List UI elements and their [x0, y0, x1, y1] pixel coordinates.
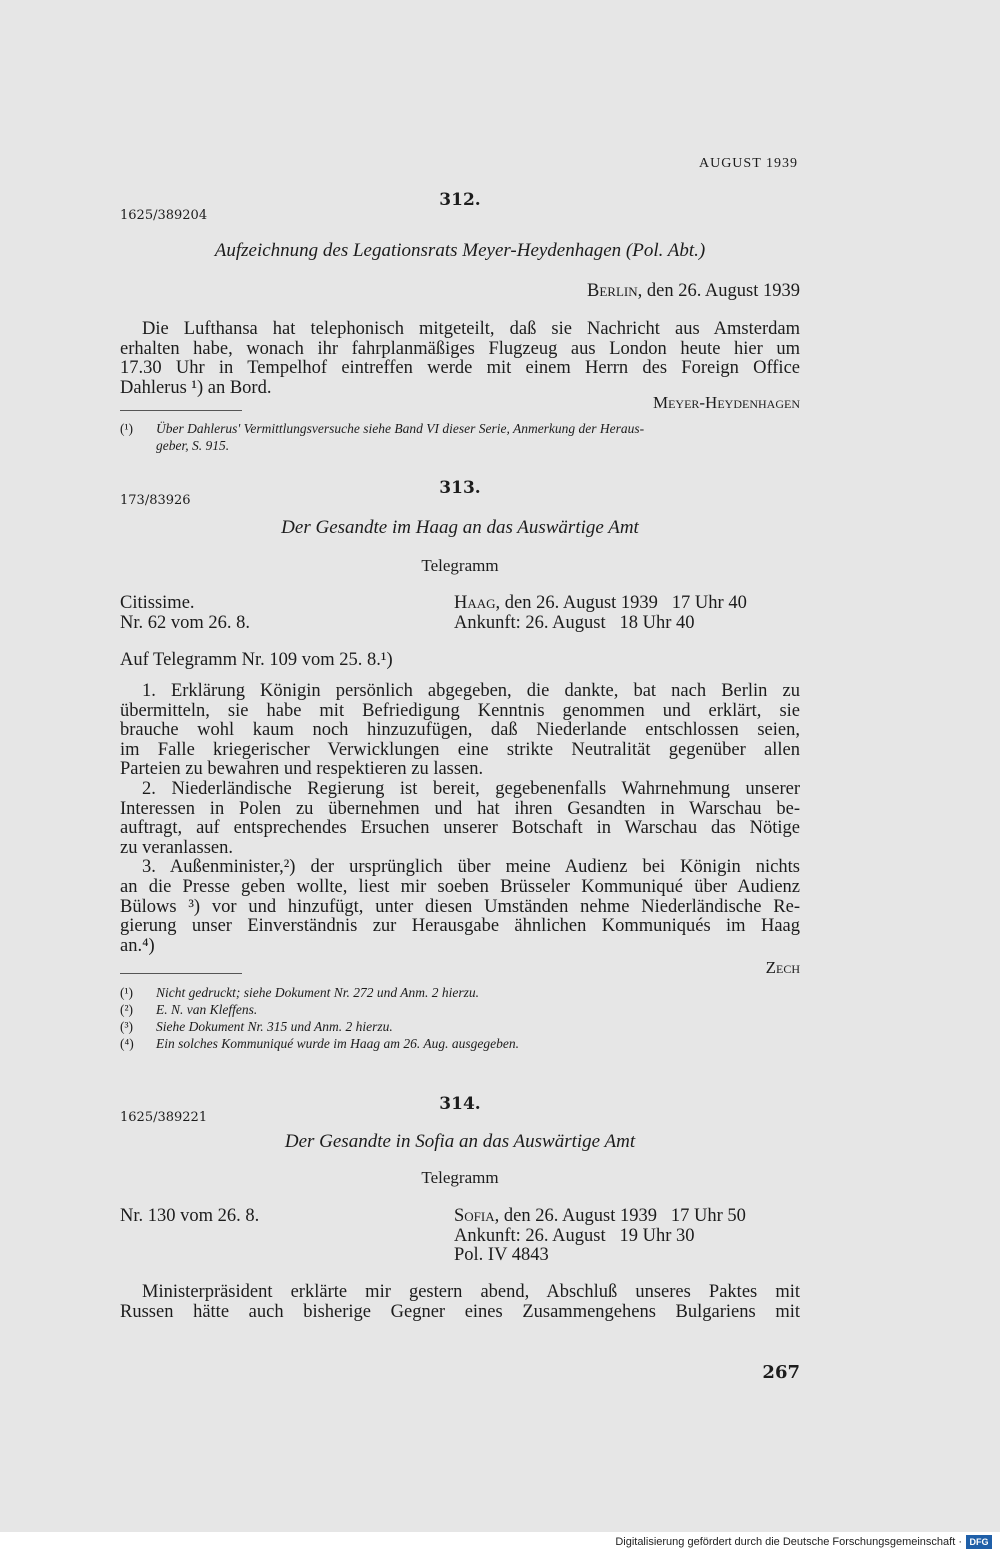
- doc-312-line-2: erhalten habe, wonach ihr fahrplanmäßiges Flugzeug aus London heute hier um: [120, 338, 800, 359]
- doc-314-dateline: [454, 1207, 746, 1227]
- footnote: [120, 1001, 800, 1018]
- doc-313-place: Haag: [454, 593, 496, 613]
- footnote-rule: [120, 973, 242, 974]
- doc-313-line-1: 1. Erklärung Königin persönlich abgegeben, die dankte, bat nach Berlin zu: [142, 681, 800, 701]
- doc-313-line-11: an die Presse geben wollte, liest mir soeben Brüsseler Kommuniqué über Audienz: [120, 876, 800, 897]
- footer-text: Digitalisierung gefördert durch die Deutsche Forschungsgemeinschaft ·: [615, 1536, 962, 1548]
- doc-313-file-ref: 173/83926: [120, 493, 191, 508]
- doc-314-telegram-number: Nr. 130 vom 26. 8.: [120, 1206, 260, 1226]
- doc-312-line-1: Die Lufthansa hat telephonisch mitgeteilt, daß sie Nachricht aus Amsterdam: [142, 319, 800, 339]
- doc-312-body: [120, 320, 800, 398]
- doc-314-number: 314.: [439, 1094, 481, 1114]
- doc-313-number: 313.: [439, 478, 481, 498]
- doc-313-date: , den 26. August 1939 17 Uhr 40: [495, 593, 747, 613]
- doc-313-title: Der Gesandte im Haag an das Auswärtige Amt: [281, 517, 639, 538]
- doc-312-title: Aufzeichnung des Legationsrats Meyer-Heydenhagen (Pol. Abt.): [214, 240, 706, 261]
- doc-313-right-header: [454, 594, 747, 633]
- doc-312-signature: Meyer-Heydenhagen: [652, 393, 800, 412]
- doc-314-right-header: [454, 1207, 746, 1266]
- footnote-text: Nicht gedruckt; siehe Dokument Nr. 272 und Anm. 2 hierzu.: [156, 985, 479, 1000]
- doc-313-type: Telegramm: [421, 556, 499, 575]
- footnote-text: Über Dahlerus' Vermittlungsversuche siehe Band VI dieser Serie, Anmerkung der Heraus-: [156, 421, 645, 436]
- doc-313-line-8: auftragt, auf entsprechendes Ersuchen unserer Botschaft in Warschau das Nötige: [120, 818, 800, 839]
- doc-313-line-7: Interessen in Polen zu übernehmen und hat ihren Gesandten in Warschau be-: [120, 798, 800, 819]
- page-number: 267: [762, 1362, 800, 1383]
- doc-313-line-5: Parteien zu bewahren und respektieren zu lassen.: [120, 759, 484, 780]
- doc-313-line-9: zu veranlassen.: [120, 837, 234, 858]
- doc-313-telegram-number: Nr. 62 vom 26. 8.: [120, 612, 251, 633]
- doc-313-line-14: an.⁴): [120, 935, 155, 956]
- footnote-text-continued: geber, S. 915.: [156, 438, 230, 453]
- footnote: [120, 1035, 800, 1052]
- doc-312-footnote: [120, 420, 800, 454]
- footnote-text: Ein solches Kommuniqué wurde im Haag am 26. Aug. ausgegeben.: [156, 1036, 519, 1051]
- doc-312-place: Berlin: [587, 281, 638, 301]
- doc-313-line-6: 2. Niederländische Regierung ist bereit, gegebenenfalls Wahrnehmung unserer: [142, 778, 800, 799]
- footnote: [120, 1018, 800, 1035]
- doc-313-footnotes: [120, 984, 800, 1052]
- doc-314-title: Der Gesandte in Sofia an das Auswärtige Amt: [284, 1131, 636, 1152]
- footnote-mark: (²): [120, 1002, 134, 1017]
- digitization-footer: [0, 1532, 1000, 1554]
- doc-314-line-1: Ministerpräsident erklärte mir gestern abend, Abschluß unseres Paktes mit: [142, 1282, 800, 1302]
- doc-313-line-13: gierung unser Einverständnis zur Herausgabe ähnlichen Kommuniqués im Haag: [120, 916, 800, 937]
- doc-313-left-header: [120, 594, 250, 633]
- footnote-mark: (¹): [120, 421, 134, 436]
- doc-312-number: 312.: [439, 190, 481, 210]
- running-head: AUGUST 1939: [698, 156, 798, 171]
- doc-314-date: , den 26. August 1939 17 Uhr 50: [494, 1206, 746, 1226]
- doc-313-line-2: übermitteln, sie habe mit Befriedigung Kenntnis genommen und erklärt, sie: [120, 700, 800, 721]
- footnote: [120, 984, 800, 1001]
- doc-313-line-4: im Falle kriegerischer Verwicklungen eine strikte Neutralität gegenüber allen: [120, 739, 800, 760]
- dfg-logo: DFG: [966, 1535, 992, 1549]
- doc-314-registry: Pol. IV 4843: [454, 1245, 549, 1266]
- doc-313-body: [120, 682, 800, 956]
- doc-313-line-10: 3. Außenminister,²) der ursprünglich über meine Audienz bei Königin nichts: [142, 857, 800, 878]
- footnote-mark: (⁴): [120, 1036, 134, 1051]
- doc-313-arrival: Ankunft: 26. August 18 Uhr 40: [454, 612, 695, 633]
- doc-313-dateline: [454, 594, 747, 614]
- footnote-mark: (¹): [120, 985, 134, 1000]
- doc-312-date: , den 26. August 1939: [637, 281, 800, 301]
- doc-314-type: Telegramm: [421, 1168, 499, 1187]
- doc-314-place: Sofia: [454, 1206, 495, 1226]
- doc-312-dateline: [587, 281, 800, 302]
- doc-314-file-ref: 1625/389221: [120, 1110, 208, 1125]
- doc-314-body: [120, 1283, 800, 1322]
- footnote-text: E. N. van Kleffens.: [156, 1002, 258, 1017]
- footnote-text: Siehe Dokument Nr. 315 und Anm. 2 hierzu.: [156, 1019, 393, 1034]
- doc-313-reference: Auf Telegramm Nr. 109 vom 25. 8.¹): [120, 650, 393, 670]
- doc-312-line-3: 17.30 Uhr in Tempelhof eintreffen werde mit einem Herrn des Foreign Office: [120, 358, 800, 379]
- doc-313-signature: Zech: [765, 958, 800, 977]
- footnote-rule: [120, 410, 242, 411]
- doc-314-line-2: Russen hätte auch bisherige Gegner eines Zusammengehens Bulgariens mit: [120, 1301, 800, 1322]
- doc-313-line-12: Bülows ³) vor und hinzufügt, unter diesen Umständen nehme Niederländische Re-: [120, 896, 800, 917]
- doc-312-file-ref: 1625/389204: [120, 208, 208, 223]
- footnote-mark: (³): [120, 1019, 134, 1034]
- doc-313-priority: Citissime.: [120, 593, 195, 613]
- doc-312-line-4: Dahlerus ¹) an Bord.: [120, 377, 272, 398]
- doc-313-line-3: brauche wohl kaum noch hinzuzufügen, daß Niederlande entschlossen seien,: [120, 720, 800, 741]
- doc-314-arrival: Ankunft: 26. August 19 Uhr 30: [454, 1225, 695, 1246]
